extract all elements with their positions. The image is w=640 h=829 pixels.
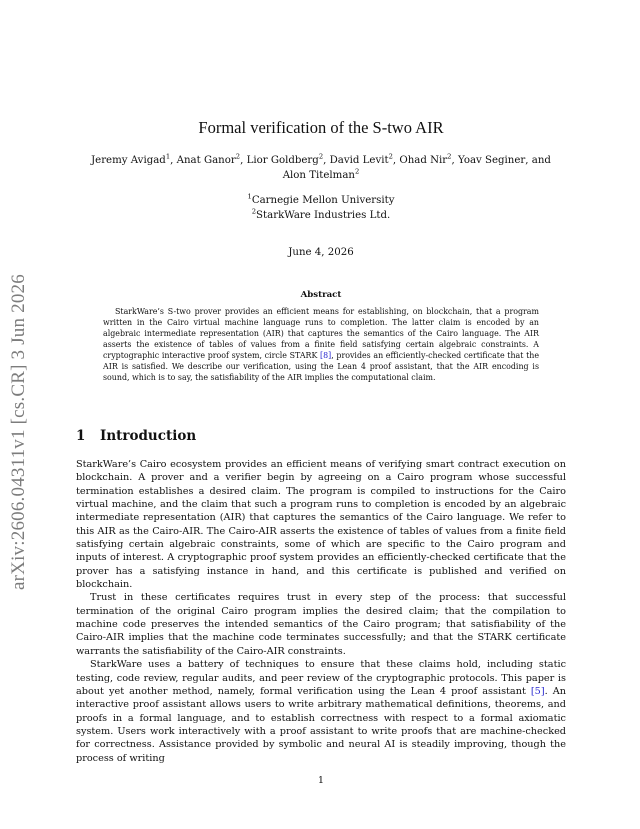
section-heading xyxy=(76,428,566,444)
author: Lior Goldberg$^2$, xyxy=(246,152,330,166)
paragraph: StarkWare’s Cairo ecosystem provides an efficient means of verifying smart contract execution on blockchain. A prover and a verifier begin by agreeing on a Cairo program whose successful termination establishes a desired claim. The program is compiled to instructions for the Cairo virtual machine, and the claim that such a program runs to completion is encoded by an algebraic intermediate representation (AIR) that captures the semantics of the Cairo language. We refer to this AIR as the Cairo-AIR. The Cairo-AIR asserts the existence of tables of values from a finite field satisfying certain algebraic constraints, some of which are specific to the Cairo program and inputs of interest. A cryptographic proof system provides an efficiently-checked certificate that the prover has a satisfying instance in hand, and this certificate is published and verified on blockchain. xyxy=(76,459,566,591)
author: David Levit$^2$, xyxy=(329,152,400,166)
paragraph: StarkWare uses a battery of techniques to ensure that these claims hold, including static testing, code review, regular audits, and peer review of the cryptographic protocols. This paper is about yet another method, namely, formal verification using the Lean 4 proof assistant [5]. An interactive proof assistant allows users to write arbitrary mathematical definitions, theorems, and proofs in a formal language, and to establish correctness with respect to a formal axiomatic system. Users work interactively with a proof assistant to write proofs that are machine-checked for correctness. Assistance provided by symbolic and neural AI is steadily improving, though the process of writing xyxy=(76,659,566,764)
section-number: 1 xyxy=(76,428,86,444)
paper-title: Formal verification of the S-two AIR xyxy=(198,118,444,137)
paragraph: Trust in these certificates requires trust in every step of the process: that successful termination of the original Cairo program implies the desired claim; that the compilation to machine code preserves the intended semantics of the Cairo program; that satisfiability of the Cairo-AIR implies that the machine code terminates successfully; and that the STARK certificate warrants the satisfiability of the Cairo-AIR constraints. xyxy=(76,592,566,657)
author-list xyxy=(76,153,566,183)
affiliation-list xyxy=(76,194,566,223)
citation-link[interactable]: [8] xyxy=(320,351,332,360)
affiliation: $^2$StarkWare Industries Ltd. xyxy=(251,207,391,221)
section-title: Introduction xyxy=(100,428,197,444)
author: Jeremy Avigad$^1$, xyxy=(91,152,177,166)
author: Alon Titelman$^2$ xyxy=(282,167,360,181)
arxiv-identifier-stamp: arXiv:2606.04311v1 [cs.CR] 3 Jun 2026 xyxy=(8,274,29,590)
abstract-heading: Abstract xyxy=(300,290,342,300)
author: Ohad Nir$^2$, xyxy=(399,152,458,166)
abstract-body: StarkWare’s S-two prover provides an efficient means for establishing, on blockchain, that a program written in the Cairo virtual machine language runs to completion. The latter claim is encoded by an algebraic intermediate representation (AIR) that captures the semantics of the Cairo language. The AIR asserts the existence of tables of values from a finite field satisfying certain algebraic constraints. A cryptographic interactive proof system, circle STARK [8], provides an efficiently-checked certificate that the AIR is satisfied. We describe our verification, using the Lean 4 proof assistant, that the AIR encoding is sound, which is to say, the satisfiability of the AIR implies the computational claim. xyxy=(103,307,540,382)
publication-date: June 4, 2026 xyxy=(288,247,354,258)
author: Anat Ganor$^2$, xyxy=(176,152,247,166)
author: Yoav Seginer, and xyxy=(457,155,551,166)
affiliation: $^1$Carnegie Mellon University xyxy=(247,192,395,206)
citation-link[interactable]: [5] xyxy=(530,685,545,697)
page-number: 1 xyxy=(317,775,325,786)
section-body xyxy=(76,458,566,765)
